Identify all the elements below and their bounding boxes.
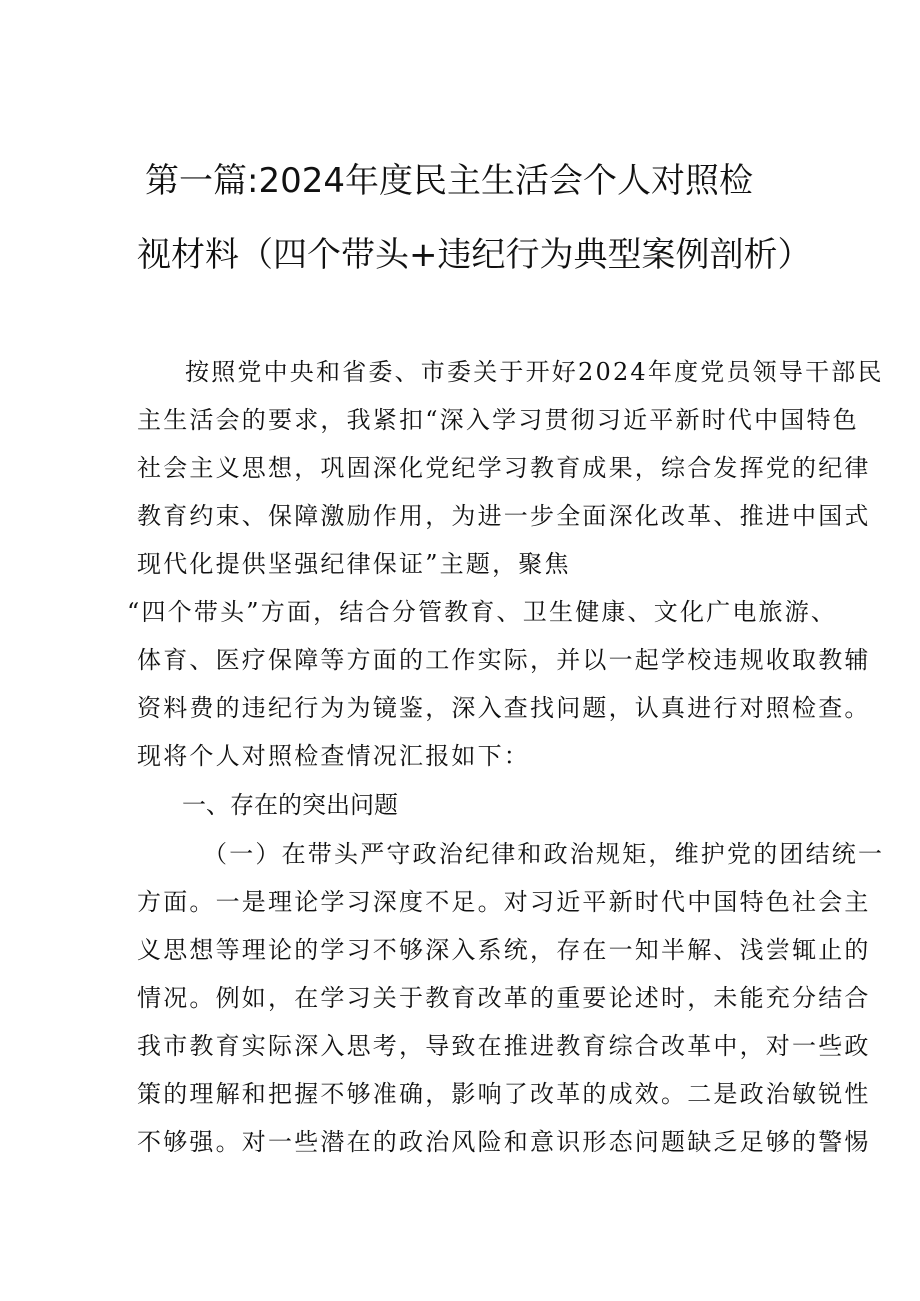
section-line: 我市教育实际深入思考，导致在推进教育综合改革中，对一些政 — [137, 1032, 871, 1060]
document-title-line-2: 视材料（四个带头+违纪行为典型案例剖析） — [137, 235, 812, 275]
document-title-line-1: 第一篇:2024年度民主生活会个人对照检 — [145, 161, 753, 201]
intro-line: 现代化提供坚强纪律保证”主题，聚焦 — [137, 550, 571, 578]
intro-line: 社会主义思想，巩固深化党纪学习教育成果，综合发挥党的纪律 — [137, 454, 871, 482]
intro-line: 主生活会的要求，我紧扣“深入学习贯彻习近平新时代中国特色 — [137, 406, 859, 434]
intro-line: “四个带头”方面，结合分管教育、卫生健康、文化广电旅游、 — [127, 598, 838, 626]
intro-line: 教育约束、保障激励作用，为进一步全面深化改革、推进中国式 — [137, 502, 871, 530]
section-line: 情况。例如，在学习关于教育改革的重要论述时，未能充分结合 — [137, 984, 871, 1012]
section-line: 方面。一是理论学习深度不足。对习近平新时代中国特色社会主 — [137, 888, 871, 916]
section-line: 策的理解和把握不够准确，影响了改革的成效。二是政治敏锐性 — [137, 1080, 871, 1108]
section-line: （一）在带头严守政治纪律和政治规矩，维护党的团结统一 — [203, 840, 885, 868]
intro-line: 资料费的违纪行为为镜鉴，深入查找问题，认真进行对照检查。 — [137, 694, 871, 722]
section-heading: 一、存在的突出问题 — [182, 791, 398, 819]
intro-line: 按照党中央和省委、市委关于开好2024年度党员领导干部民 — [185, 358, 884, 386]
intro-line: 体育、医疗保障等方面的工作实际，并以一起学校违规收取教辅 — [137, 646, 871, 674]
section-line: 义思想等理论的学习不够深入系统，存在一知半解、浅尝辄止的 — [137, 936, 871, 964]
intro-line: 现将个人对照检查情况汇报如下： — [137, 742, 530, 770]
section-line: 不够强。对一些潜在的政治风险和意识形态问题缺乏足够的警惕 — [137, 1128, 871, 1156]
